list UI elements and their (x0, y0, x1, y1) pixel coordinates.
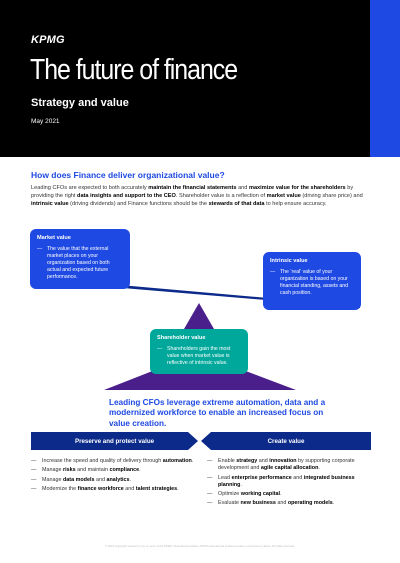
dash: — (157, 346, 163, 352)
list-item (207, 475, 372, 490)
body-text: and maintain (75, 467, 110, 474)
emphasis-text: operating models (287, 500, 333, 507)
body-text: Modernize the (42, 485, 78, 492)
body-text: and (123, 485, 136, 492)
emphasis-text: agile capital allocation (260, 465, 319, 472)
shareholder-value-title: Shareholder value (157, 335, 206, 341)
emphasis-text: market value (266, 193, 301, 200)
publish-date: May 2021 (31, 118, 60, 125)
pyramid-top (184, 303, 214, 329)
body-text: to help ensure accuracy. (264, 201, 327, 208)
kpmg-logo: KPMG (31, 34, 65, 46)
dash: — (207, 458, 213, 464)
list-item-text (218, 475, 372, 490)
emphasis-text: innovation (269, 458, 297, 464)
create-value-list (207, 458, 372, 510)
body-text: by providing the right (31, 185, 354, 200)
leverage-statement: Leading CFOs leverage extreme automation, data and a modernized workforce to enable an increased focus on value creation. (109, 398, 326, 428)
body-text: (driving share price) and (300, 193, 363, 200)
body-text: and (94, 476, 107, 483)
emphasis-text: finance workforce (77, 485, 124, 492)
body-text: and (236, 185, 249, 191)
emphasis-text: strategy (236, 458, 258, 464)
emphasis-text: new business (240, 500, 276, 507)
body-text: . Shareholder value is a reflection of (175, 193, 267, 200)
body-text: Evaluate (218, 500, 241, 507)
body-text: . (139, 467, 141, 474)
body-text: and (291, 474, 304, 481)
dash: — (207, 491, 213, 498)
dash: — (31, 476, 37, 483)
list-item-text (218, 491, 282, 498)
dash: — (37, 246, 43, 252)
body-text: Enable (218, 458, 237, 464)
page-subtitle: Strategy and value (31, 97, 129, 109)
list-item-text (218, 500, 334, 507)
page-title: The future of finance (30, 54, 238, 86)
emphasis-text: maintain the financial statements (148, 185, 237, 191)
body-text: Increase the speed and quality of delivery through (42, 458, 163, 464)
list-item-text (42, 477, 131, 484)
emphasis-text: data insights and support to the CEO (77, 193, 176, 200)
dash: — (31, 458, 37, 464)
preserve-value-label: Preserve and protect value (74, 437, 155, 445)
body-text: Leading CFOs are expected to both accurately (31, 185, 149, 191)
emphasis-text: analytics (106, 476, 130, 483)
market-value-box (30, 229, 130, 289)
create-value-label: Create value (267, 437, 305, 445)
emphasis-text: risks (62, 467, 76, 474)
body-text: Optimize (218, 491, 241, 498)
list-item (207, 491, 372, 498)
list-item-text (42, 458, 193, 465)
intrinsic-value-box (263, 252, 361, 310)
body-text: and (275, 500, 288, 507)
list-item-text (218, 458, 372, 473)
body-text: (driving dividends) and Finance functions should be the (68, 201, 209, 208)
shareholder-value-text: Shareholders gain the most value when market value is reflective of intrinsic value. (167, 346, 231, 367)
dash: — (31, 467, 37, 474)
emphasis-text: automation (162, 458, 192, 464)
emphasis-text: enterprise performance (231, 474, 292, 481)
intrinsic-value-title: Intrinsic value (270, 258, 308, 264)
list-item (31, 458, 196, 465)
body-text: and (257, 458, 270, 464)
dash: — (207, 500, 213, 507)
body-text: . (318, 465, 320, 472)
emphasis-text: data models (62, 476, 95, 483)
body-text: by supporting corporate development and (218, 458, 355, 472)
emphasis-text: stewards of that data (208, 201, 265, 208)
list-item (207, 500, 372, 507)
emphasis-text: talent strategies (135, 485, 178, 492)
body-text: . (191, 458, 194, 464)
create-value-arrow (201, 432, 371, 450)
list-item (207, 458, 372, 473)
shareholder-value-box (150, 329, 248, 374)
list-item (31, 477, 196, 484)
emphasis-text: maximize value for the shareholders (248, 185, 346, 191)
body-text: . (129, 476, 132, 483)
body-text: . (332, 500, 335, 507)
body-text: Manage (42, 467, 63, 474)
dash: — (270, 269, 276, 275)
body-text: . (177, 485, 179, 492)
emphasis-text: intrinsic value (31, 201, 69, 208)
preserve-value-arrow (31, 432, 198, 450)
list-item-text (42, 467, 141, 474)
section-heading: How does Finance deliver organizational value? (31, 170, 225, 180)
dash: — (207, 474, 213, 481)
body-text: . (240, 481, 242, 488)
emphasis-text: integrated business planning (218, 474, 355, 488)
list-item (31, 467, 196, 474)
list-item (31, 486, 196, 493)
emphasis-text: working capital (240, 491, 281, 498)
dash: — (31, 485, 37, 492)
copyright-footer: © 2021 Copyright owned by one or more of the KPMG International entities. KPMG International entities provide no services to clients. All rights reserved. (105, 544, 295, 548)
intrinsic-value-text: The ‘real’ value of your organization is based on your financial standing, assets and cash position. (280, 269, 349, 297)
market-value-title: Market value (37, 235, 71, 241)
emphasis-text: compliance (109, 467, 140, 474)
body-text: Manage (42, 476, 63, 483)
body-text: . (280, 491, 282, 498)
list-item-text (42, 486, 179, 493)
preserve-value-list (31, 458, 196, 495)
body-text: Lead (218, 474, 232, 481)
market-value-text: The value that the external market places on your organization based on both actual and expected future performance. (47, 246, 110, 281)
